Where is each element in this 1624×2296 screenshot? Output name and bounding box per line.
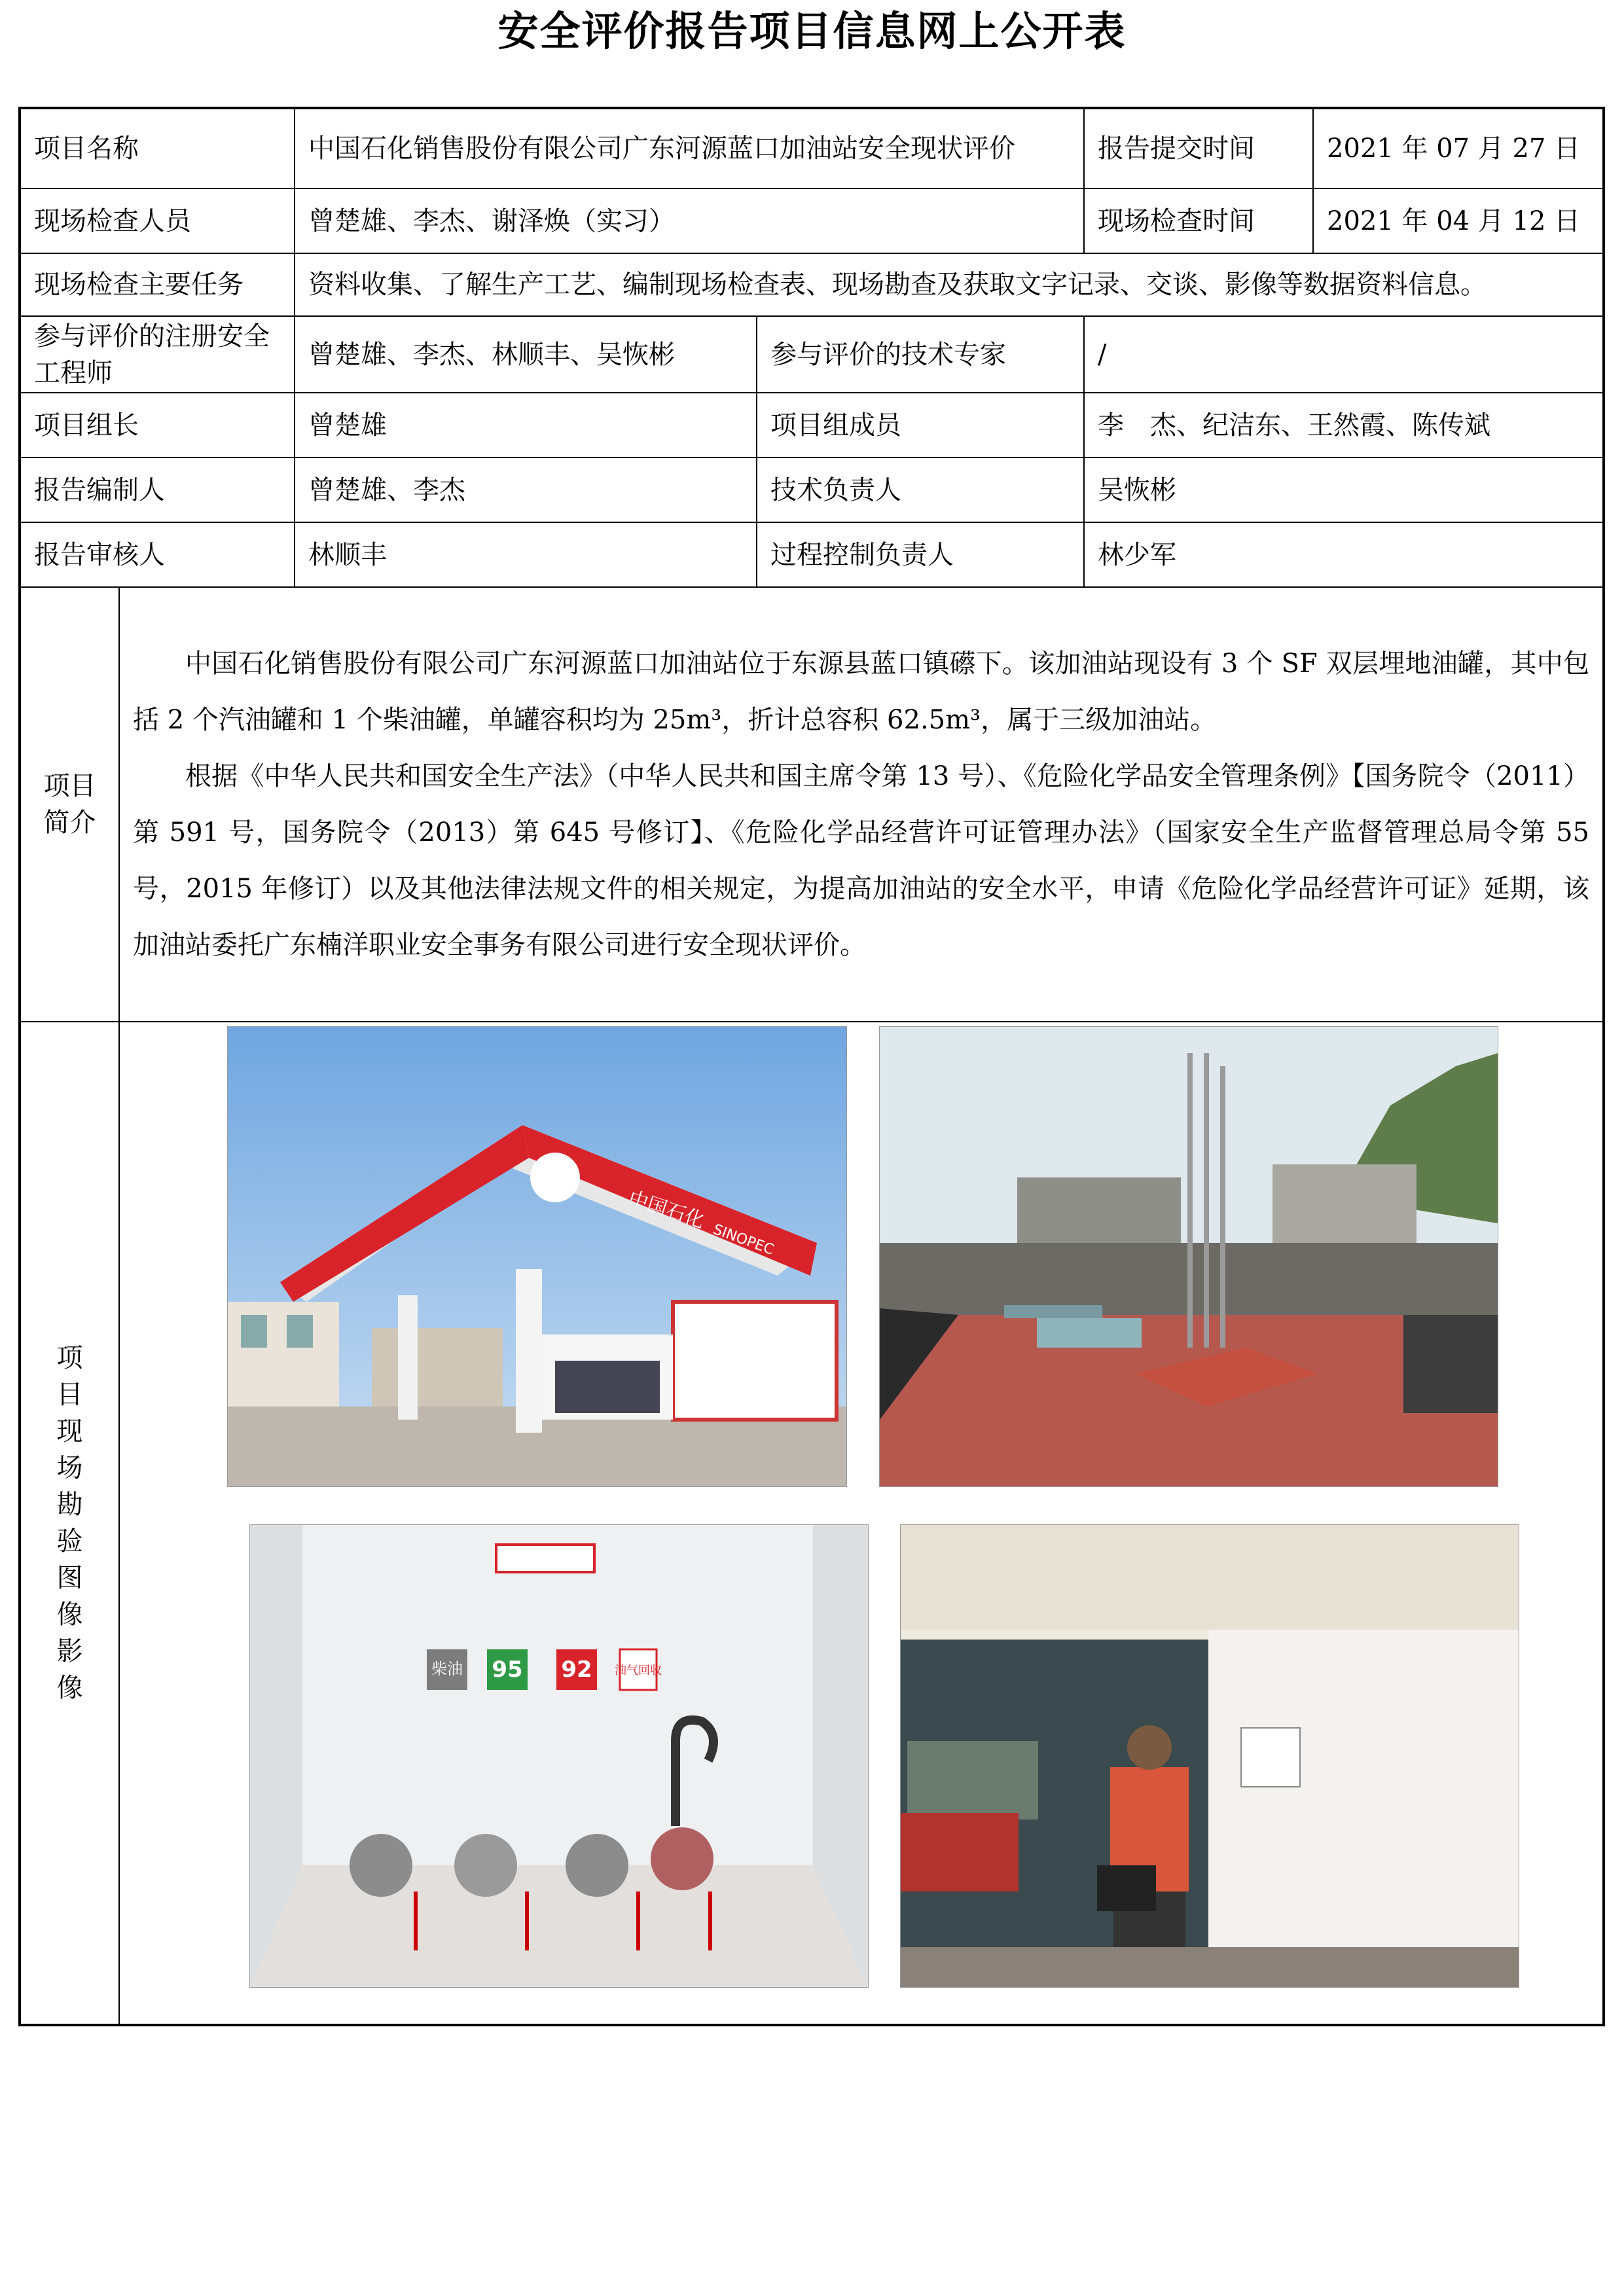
engineers-value: 曾楚雄、李杰、林顺丰、吴恢彬 <box>295 317 757 392</box>
leader-subtable <box>295 393 1602 457</box>
photos-label: 项目现场勘验图像影像 <box>56 1343 83 1703</box>
photos-subtable <box>21 1022 1602 2024</box>
inspectors-value: 曾楚雄、李杰、谢泽焕（实习） <box>295 188 1084 253</box>
tech-lead-label: 技术负责人 <box>757 458 1084 522</box>
store-entrance-image <box>901 1525 1519 1987</box>
experts-value: / <box>1098 339 1107 370</box>
tank-area-image <box>880 1027 1498 1486</box>
experts-label: 参与评价的技术专家 <box>757 317 1084 392</box>
info-table <box>18 107 1605 2026</box>
inspect-time-label: 现场检查时间 <box>1084 188 1313 253</box>
canopy-sign-cn: 中国石化 <box>625 1187 708 1233</box>
members-label: 项目组成员 <box>757 393 1084 457</box>
leader-row <box>295 393 1604 457</box>
leader-label: 项目组长 <box>20 393 295 457</box>
main-task-label: 现场检查主要任务 <box>20 253 295 316</box>
photo-grid <box>120 1022 1602 2024</box>
intro-label-cell <box>21 588 119 1021</box>
compiler-label: 报告编制人 <box>20 457 295 522</box>
label-95: 95 <box>492 1657 523 1683</box>
reviewer-value: 林顺丰 <box>295 523 757 586</box>
main-task-value: 资料收集、了解生产工艺、编制现场检查表、现场勘查及获取文字记录、交谈、影像等数据资料信息。 <box>295 253 1604 316</box>
project-name-label: 项目名称 <box>20 108 295 188</box>
reviewer-row <box>295 522 1604 587</box>
engineers-subtable <box>295 317 1602 392</box>
photo-store-entrance <box>900 1524 1519 1988</box>
canopy-sign-en: SINOPEC <box>710 1221 776 1259</box>
compiler-row <box>295 457 1604 522</box>
intro-label: 项目简介 <box>43 771 96 838</box>
submit-time-value: 2021 年 07 月 27 日 <box>1313 108 1604 188</box>
intro-row <box>20 587 1604 1022</box>
photo-unloading-ports <box>249 1524 869 1988</box>
inspect-time-value: 2021 年 04 月 12 日 <box>1313 188 1604 253</box>
intro-subtable <box>21 588 1602 1021</box>
intro-content <box>119 588 1602 1021</box>
engineers-row <box>295 316 1604 393</box>
engineers-label: 参与评价的注册安全工程师 <box>20 316 295 393</box>
photos-row <box>20 1022 1604 2025</box>
label-vapor: 油气回收 <box>615 1664 662 1677</box>
photos-label-cell <box>21 1022 119 2024</box>
tech-lead-value: 吴恢彬 <box>1098 475 1176 505</box>
reviewer-subtable <box>295 523 1602 586</box>
canopy-image <box>228 1027 846 1486</box>
process-lead-value: 林少军 <box>1098 539 1176 570</box>
process-lead-label: 过程控制负责人 <box>757 523 1084 586</box>
label-92: 92 <box>561 1657 592 1683</box>
photo-tank-area <box>879 1026 1498 1487</box>
compiler-value: 曾楚雄、李杰 <box>295 458 757 522</box>
compiler-subtable <box>295 458 1602 522</box>
photo-station-canopy <box>227 1026 847 1487</box>
label-diesel: 柴油 <box>431 1660 463 1678</box>
project-name-value: 中国石化销售股份有限公司广东河源蓝口加油站安全现状评价 <box>295 108 1084 188</box>
reviewer-label: 报告审核人 <box>20 522 295 587</box>
submit-time-label: 报告提交时间 <box>1084 108 1313 188</box>
members-value: 李 杰、纪洁东、王然霞、陈传斌 <box>1098 410 1490 440</box>
unloading-ports-image <box>250 1525 868 1987</box>
leader-value: 曾楚雄 <box>295 393 757 457</box>
inspectors-label: 现场检查人员 <box>20 188 295 253</box>
intro-paragraph-2: 根据《中华人民共和国安全生产法》（中华人民共和国主席令第 13 号）、《危险化学品安全管理条例》【国务院令（2011）第 591 号，国务院令（2013）第 645 号修订】、《危险化学品经营许可证管理办法》（国家安全生产监督管理总局令第 55 号，2015 年修订）以及其他法律法规文件的相关规定，为提高加油站的安全水平，申请《危险化学品经营许可证》延期，该加油站委托广东楠洋职业安全事务有限公司进行安全现状评价。 <box>133 761 1589 960</box>
page-title: 安全评价报告项目信息网上公开表 <box>497 7 1127 55</box>
intro-paragraph-1: 中国石化销售股份有限公司广东河源蓝口加油站位于东源县蓝口镇礤下。该加油站现设有 3 个 SF 双层埋地油罐，其中包括 2 个汽油罐和 1 个柴油罐，单罐容积均为 25m³，折计总容积 62.5m³，属于三级加油站。 <box>133 649 1589 735</box>
photos-cell <box>119 1022 1602 2024</box>
